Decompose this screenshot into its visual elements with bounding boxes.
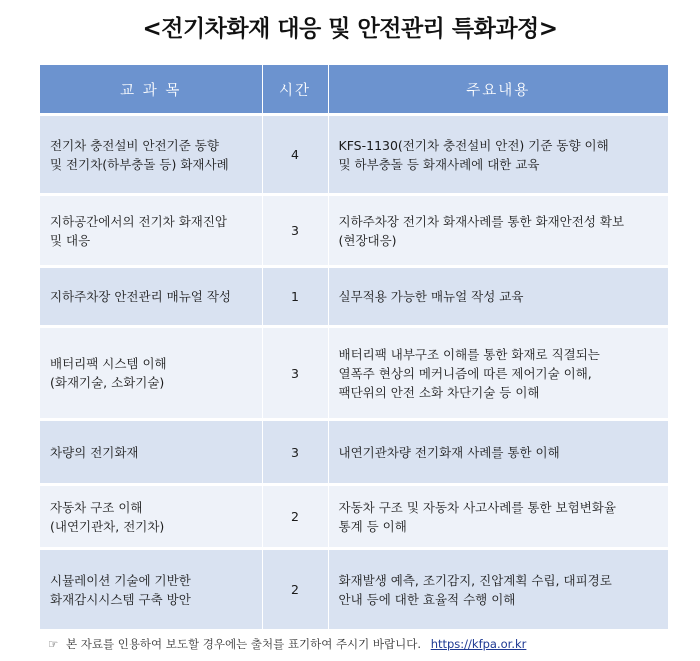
table-row xyxy=(40,195,668,267)
table-row xyxy=(40,115,668,195)
content-cell xyxy=(328,420,668,485)
course-line: (화재기술, 소화기술) xyxy=(50,375,165,390)
content-line: 통계 등 이해 xyxy=(338,518,407,534)
content-line: 안내 등에 대한 효율적 수행 이해 xyxy=(338,591,516,607)
table-row xyxy=(40,420,668,485)
course-cell xyxy=(40,267,262,327)
header-hours: 시간 xyxy=(262,65,328,115)
course-line: 및 전기차(하부충돌 등) 화재사례 xyxy=(50,156,229,172)
source-url-link[interactable]: https://kfpa.or.kr xyxy=(430,637,527,651)
source-notice xyxy=(48,636,688,652)
content-line: (현장대응) xyxy=(338,232,397,248)
course-table xyxy=(40,65,668,632)
course-line: 화재감시시스템 구축 방안 xyxy=(50,591,191,607)
content-cell xyxy=(328,115,668,195)
course-line: 차량의 전기화재 xyxy=(50,444,139,460)
content-line: 배터리팩 내부구조 이해를 통한 화재로 직결되는 xyxy=(338,346,600,362)
content-line: 내연기관차량 전기화재 사례를 통한 이해 xyxy=(338,444,560,460)
header-content: 주요내용 xyxy=(328,65,668,115)
document-title: <전기차화재 대응 및 안전관리 특화과정> xyxy=(142,16,558,42)
course-cell xyxy=(40,327,262,420)
hours-cell: 2 xyxy=(262,485,328,549)
course-line: (내연기관차, 전기차) xyxy=(50,518,165,534)
content-line: 및 하부충돌 등 화재사례에 대한 교육 xyxy=(338,156,540,172)
content-cell xyxy=(328,195,668,267)
hours-cell: 2 xyxy=(262,549,328,631)
content-line: 팩단위의 안전 소화 차단기술 등 이해 xyxy=(338,384,540,400)
content-cell xyxy=(328,485,668,549)
course-cell xyxy=(40,420,262,485)
content-line: 열폭주 현상의 메커니즘에 따른 제어기술 이해, xyxy=(338,365,592,381)
content-line: 화재발생 예측, 조기감지, 진압계획 수립, 대피경로 xyxy=(338,572,612,588)
course-cell xyxy=(40,195,262,267)
content-cell xyxy=(328,549,668,631)
table-row xyxy=(40,485,668,549)
hours-cell: 3 xyxy=(262,327,328,420)
course-cell xyxy=(40,115,262,195)
course-line: 시뮬레이션 기술에 기반한 xyxy=(50,572,191,588)
table-row xyxy=(40,267,668,327)
hours-cell: 3 xyxy=(262,195,328,267)
hours-cell: 3 xyxy=(262,420,328,485)
course-cell xyxy=(40,485,262,549)
table-row xyxy=(40,549,668,631)
course-line: 전기차 충전설비 안전기준 동향 xyxy=(50,137,219,153)
hours-cell: 4 xyxy=(262,115,328,195)
pointing-hand-icon: ☞ xyxy=(48,637,59,651)
content-cell xyxy=(328,267,668,327)
course-line: 및 대응 xyxy=(50,232,91,248)
course-line: 자동차 구조 이해 xyxy=(50,499,143,515)
course-cell xyxy=(40,549,262,631)
content-line: 지하주차장 전기차 화재사례를 통한 화재안전성 확보 xyxy=(338,213,625,229)
content-line: 자동차 구조 및 자동차 사고사례를 통한 보험변화율 xyxy=(338,499,616,515)
content-cell xyxy=(328,327,668,420)
source-notice-text: 본 자료를 인용하여 보도할 경우에는 출처를 표기하여 주시기 바랍니다. xyxy=(65,637,422,651)
course-line: 배터리팩 시스템 이해 xyxy=(50,356,167,371)
hours-cell: 1 xyxy=(262,267,328,327)
header-course: 교 과 목 xyxy=(40,65,262,115)
table-row xyxy=(40,327,668,420)
course-line: 지하공간에서의 전기차 화재진압 xyxy=(50,213,227,229)
table-header-row xyxy=(40,65,668,115)
content-line: 실무적용 가능한 매뉴얼 작성 교육 xyxy=(338,289,524,304)
course-line: 지하주차장 안전관리 매뉴얼 작성 xyxy=(50,289,231,304)
content-line: KFS-1130(전기차 충전설비 안전) 기준 동향 이해 xyxy=(338,137,609,153)
